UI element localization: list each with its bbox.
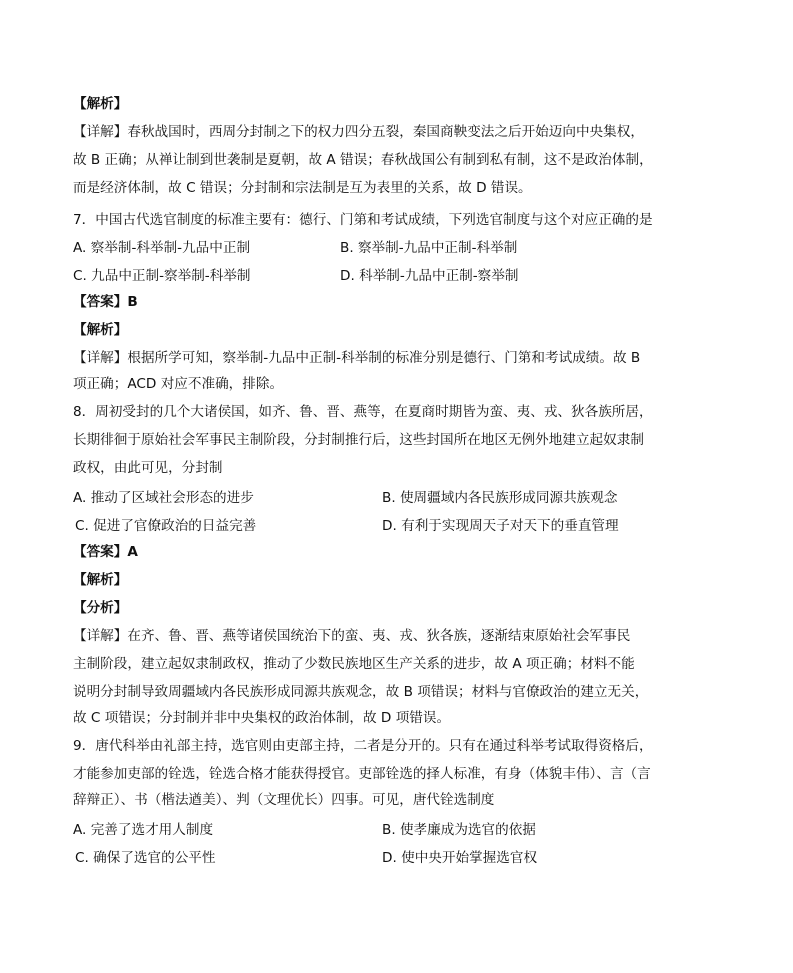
q8-answer: 【答案】A xyxy=(73,544,138,560)
q7-detail-line-1: 【详解】根据所学可知，察举制-九品中正制-科举制的标准分别是德行、门第和考试成绩。故 B xyxy=(73,350,641,366)
q9-stem-line-2: 才能参加吏部的铨选，铨选合格才能获得授官。吏部铨选的择人标准，有身（体貌丰伟）、言（言 xyxy=(73,766,651,782)
q7-stem: 7．中国古代选官制度的标准主要有：德行、门第和考试成绩，下列选官制度与这个对应正确的是 xyxy=(73,212,653,228)
q8-option-c: C. 促进了官僚政治的日益完善 xyxy=(75,518,257,534)
q8-option-a: A. 推动了区域社会形态的进步 xyxy=(73,490,254,506)
q8-option-d: D. 有利于实现周天子对天下的垂直管理 xyxy=(382,518,619,534)
q8-stem-line-2: 长期徘徊于原始社会军事民主制阶段，分封制推行后，这些封国所在地区无例外地建立起奴隶制 xyxy=(73,432,644,448)
q8-detail-line-1: 【详解】在齐、鲁、晋、燕等诸侯国统治下的蛮、夷、戎、狄各族，逐渐结束原始社会军事民 xyxy=(73,628,631,644)
q8-stem-line-3: 政权，由此可见，分封制 xyxy=(73,460,223,476)
q6-analysis-heading: 【解析】 xyxy=(73,96,128,112)
q7-option-a: A. 察举制-科举制-九品中正制 xyxy=(73,240,251,256)
q7-answer: 【答案】B xyxy=(73,294,138,310)
q9-option-b: B. 使孝廉成为选官的依据 xyxy=(382,822,536,838)
q8-fenxi-heading: 【分析】 xyxy=(73,600,128,616)
q9-stem-line-3: 辞辩正）、书（楷法遒美）、判（文理优长）四事。可见，唐代铨选制度 xyxy=(73,792,495,808)
q8-option-b: B. 使周疆域内各民族形成同源共族观念 xyxy=(382,490,618,506)
q6-detail-line-1: 【详解】春秋战国时，西周分封制之下的权力四分五裂，秦国商鞅变法之后开始迈向中央集权， xyxy=(73,124,644,140)
q8-detail-line-2: 主制阶段，建立起奴隶制政权，推动了少数民族地区生产关系的进步，故 A 项正确；材料不能 xyxy=(73,656,635,672)
q8-detail-line-3: 说明分封制导致周疆域内各民族形成同源共族观念，故 B 项错误；材料与官僚政治的建立无关， xyxy=(73,684,649,700)
q9-option-d: D. 使中央开始掌握选官权 xyxy=(382,850,538,866)
q8-detail-line-4: 故 C 项错误；分封制并非中央集权的政治体制，故 D 项错误。 xyxy=(73,710,451,726)
q6-detail-line-2: 故 B 正确；从禅让制到世袭制是夏朝，故 A 错误；春秋战国公有制到私有制，这不是政治体制， xyxy=(73,152,653,168)
q7-detail-line-2: 项正确；ACD 对应不准确，排除。 xyxy=(73,376,284,392)
q8-analysis-heading: 【解析】 xyxy=(73,572,128,588)
q7-option-c: C. 九品中正制-察举制-科举制 xyxy=(73,268,251,284)
q9-option-c: C. 确保了选官的公平性 xyxy=(75,850,216,866)
q7-option-d: D. 科举制-九品中正制-察举制 xyxy=(340,268,519,284)
q9-option-a: A. 完善了选才用人制度 xyxy=(73,822,214,838)
q7-analysis-heading: 【解析】 xyxy=(73,322,128,338)
q8-stem-line-1: 8．周初受封的几个大诸侯国，如齐、鲁、晋、燕等，在夏商时期皆为蛮、夷、戎、狄各族所居， xyxy=(73,404,653,420)
q7-option-b: B. 察举制-九品中正制-科举制 xyxy=(340,240,518,256)
q9-stem-line-1: 9．唐代科举由礼部主持，选官则由吏部主持，二者是分开的。只有在通过科举考试取得资格后， xyxy=(73,738,653,754)
q6-detail-line-3: 而是经济体制，故 C 错误；分封制和宗法制是互为表里的关系，故 D 错误。 xyxy=(73,180,532,196)
